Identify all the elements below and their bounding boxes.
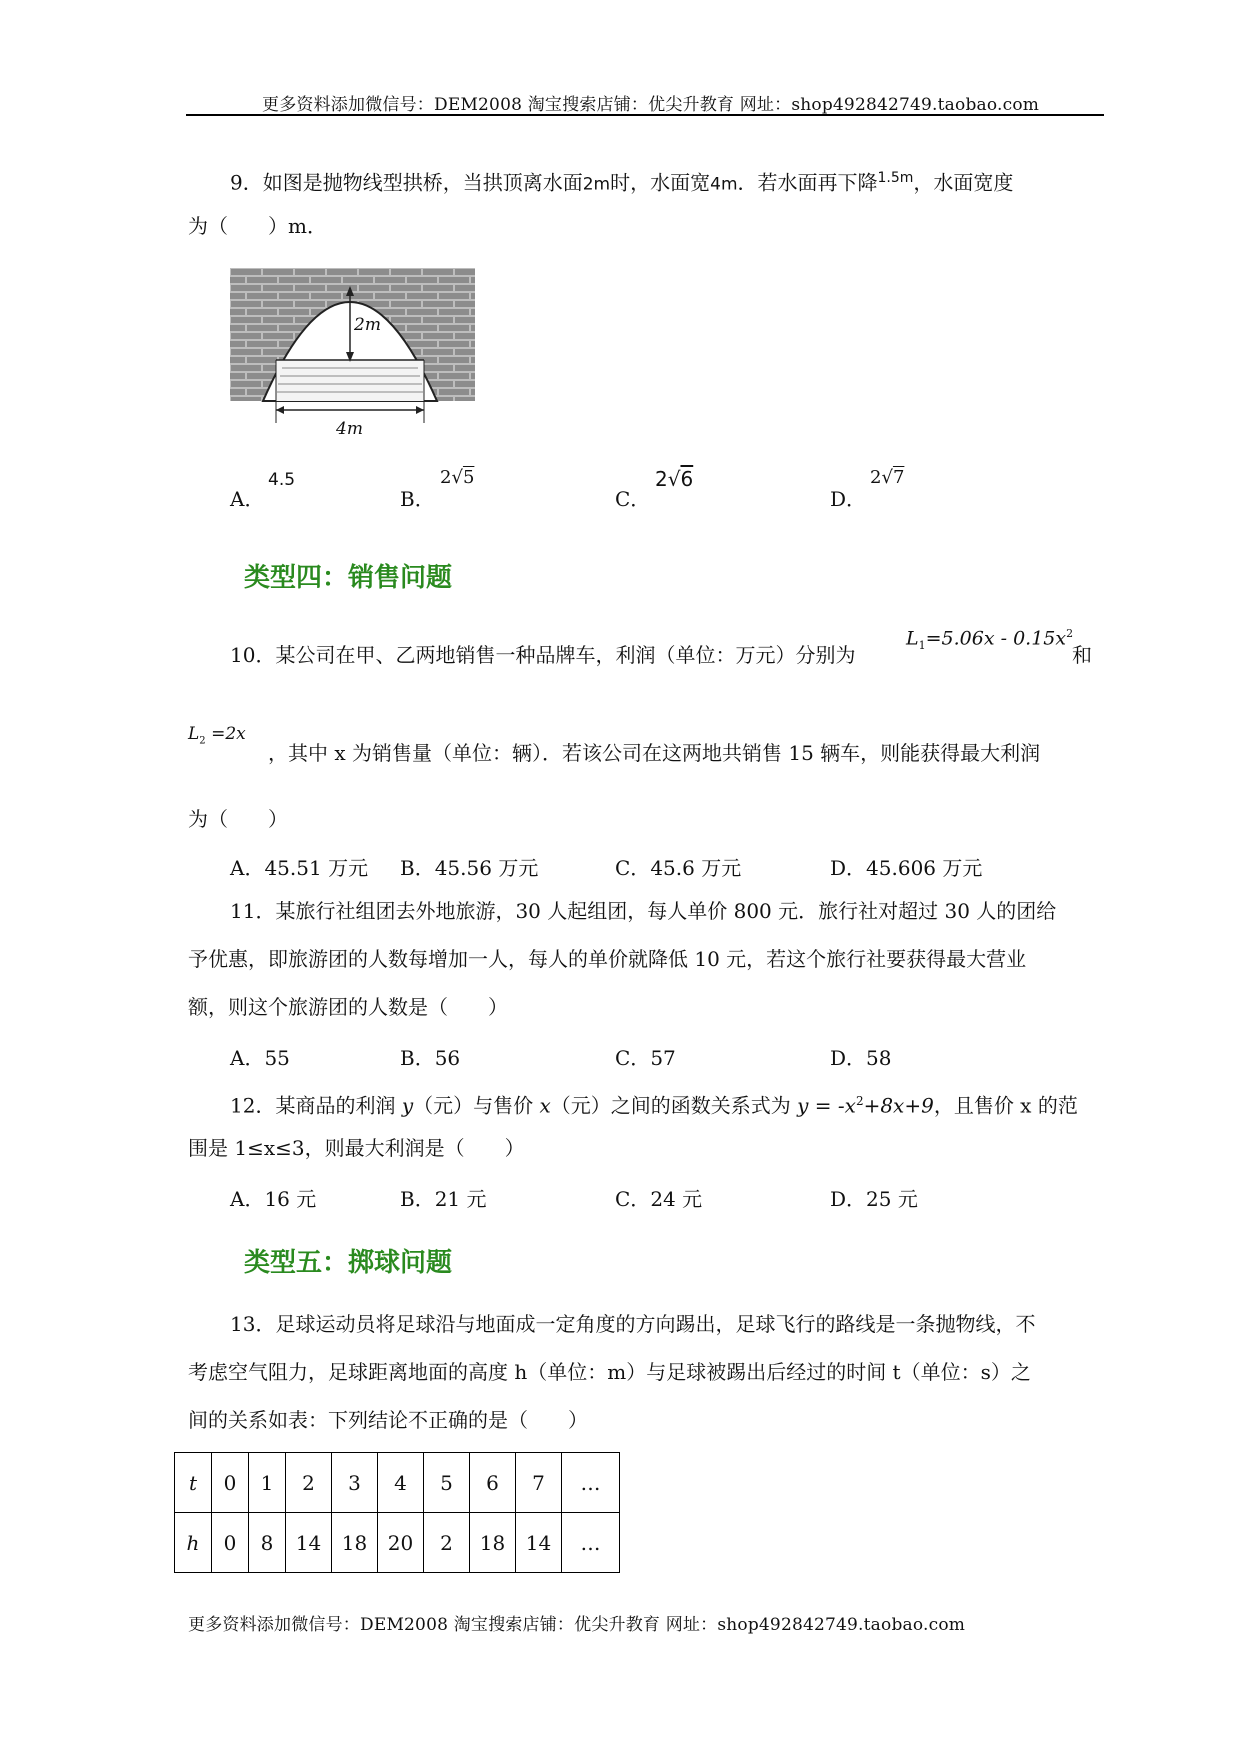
q12-option-a: A．16 元 [230, 1187, 317, 1211]
q9-line1: 9．如图是抛物线型拱桥，当拱顶离水面2m时，水面宽4m．若水面再下降$^{1.5m}$，水面宽度 [230, 170, 1014, 195]
table-cell: 14 [516, 1513, 562, 1573]
section-title-ball: 类型五：掷球问题 [244, 1248, 453, 1278]
q10-option-d: D．45.606 万元 [830, 856, 983, 880]
section-title-sales: 类型四：销售问题 [244, 563, 453, 593]
table-cell: 8 [249, 1513, 286, 1573]
q10-line2: ，其中 x 为销售量（单位：辆）．若该公司在这两地共销售 15 辆车，则能获得最大利润 [268, 741, 1041, 765]
q13-line3: 间的关系如表：下列结论不正确的是（ ） [188, 1408, 588, 1432]
q10-option-b: B．45.56 万元 [400, 856, 539, 880]
table-cell: 1 [249, 1453, 286, 1513]
q9-option-a: A． [230, 487, 265, 511]
q12-option-b: B．21 元 [400, 1187, 487, 1211]
q12-line1: 12．某商品的利润 y（元）与售价 x（元）之间的函数关系式为 $y = -x^2+8x+9$，且售价 x 的范 [230, 1093, 1078, 1118]
table-row-h [175, 1513, 620, 1573]
q11-line2: 予优惠，即旅游团的人数每增加一人，每人的单价就降低 10 元，若这个旅行社要获得最大营业 [188, 947, 1027, 971]
table-cell: 4 [378, 1453, 424, 1513]
table-cell: 3 [332, 1453, 378, 1513]
q12-line2: 围是 1≤x≤3，则最大利润是（ ） [188, 1136, 525, 1160]
table-cell: 5 [424, 1453, 470, 1513]
table-cell: t [175, 1453, 212, 1513]
table-cell: 18 [332, 1513, 378, 1573]
q10-and: 和 [1072, 643, 1092, 667]
q12-option-d: D．25 元 [830, 1187, 918, 1211]
q10-formula-L2: $L_2 =2x$ [188, 724, 246, 747]
q11-line1: 11．某旅行社组团去外地旅游，30 人起组团，每人单价 800 元．旅行社对超过 30 人的团给 [230, 899, 1057, 923]
q13-line2: 考虑空气阻力，足球距离地面的高度 h（单位：m）与足球被踢出后经过的时间 t（单位：s）之 [188, 1360, 1031, 1384]
q11-option-a: A．55 [230, 1046, 290, 1070]
q10-line3: 为（ ） [188, 807, 288, 831]
table-cell: … [562, 1453, 620, 1513]
q9-option-c-value: 2√6 [655, 467, 694, 491]
q11-line3: 额，则这个旅游团的人数是（ ） [188, 995, 508, 1019]
q13-line1: 13．足球运动员将足球沿与地面成一定角度的方向踢出，足球飞行的路线是一条抛物线，不 [230, 1312, 1036, 1336]
q9-option-a-value: 4.5 [268, 470, 296, 490]
width-label: 4m [336, 419, 363, 438]
q11-option-d: D．58 [830, 1046, 892, 1070]
q9-option-d: D． [830, 487, 867, 511]
table-cell: 20 [378, 1513, 424, 1573]
table-cell: 2 [424, 1513, 470, 1573]
q12-option-c: C．24 元 [615, 1187, 703, 1211]
q10-option-c: C．45.6 万元 [615, 856, 742, 880]
q9-option-d-value: 2√7 [870, 467, 905, 488]
page-header: 更多资料添加微信号：DEM2008 淘宝搜索店铺：优尖升教育 网址：shop492842749.taobao.com [262, 95, 1040, 115]
header-rule [186, 114, 1104, 116]
table-cell: 7 [516, 1453, 562, 1513]
table-cell: 18 [470, 1513, 516, 1573]
table-cell: 6 [470, 1453, 516, 1513]
table-cell: 14 [286, 1513, 332, 1573]
table-cell: 2 [286, 1453, 332, 1513]
table-cell: … [562, 1513, 620, 1573]
height-label: 2m [354, 315, 381, 335]
q9-option-c: C． [615, 487, 651, 511]
q10-formula-L1: $L_1=5.06x - 0.15x^2$ [906, 627, 1074, 653]
q9-option-b: B． [400, 487, 435, 511]
table-row-t [175, 1453, 620, 1513]
q11-option-c: C．57 [615, 1046, 676, 1070]
q9-option-b-value: 2√5 [440, 467, 475, 488]
water [276, 360, 424, 401]
table-cell: h [175, 1513, 212, 1573]
page-footer: 更多资料添加微信号：DEM2008 淘宝搜索店铺：优尖升教育 网址：shop492842749.taobao.com [188, 1615, 966, 1635]
q9-line2: 为（ ）m． [188, 214, 327, 238]
table-cell: 0 [212, 1453, 249, 1513]
arch-bridge-figure [230, 268, 475, 438]
q10-option-a: A．45.51 万元 [230, 856, 369, 880]
table-cell: 0 [212, 1513, 249, 1573]
q11-option-b: B．56 [400, 1046, 461, 1070]
q10-line1-text: 10．某公司在甲、乙两地销售一种品牌车，利润（单位：万元）分别为 [230, 643, 856, 667]
height-time-table [174, 1452, 620, 1573]
